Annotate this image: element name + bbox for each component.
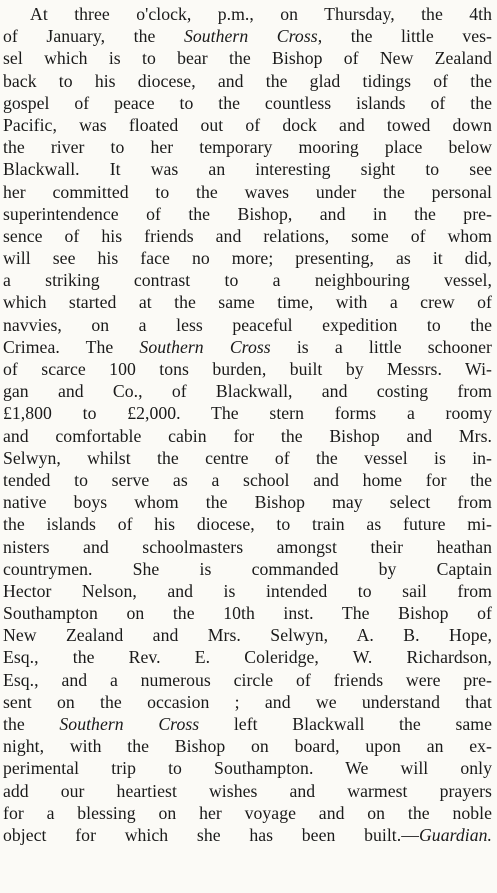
text-segment: Esq., the Rev. E. Coleridge, W. Richardson,: [3, 647, 492, 668]
text-line: [3, 447, 492, 469]
text-line: [3, 624, 492, 646]
text-line: [3, 757, 492, 779]
text-segment: Southampton on the 10th inst. The Bishop of: [3, 603, 492, 624]
italic-text-segment: Southern Cross: [183, 26, 318, 47]
text-line: [3, 247, 492, 269]
text-segment: left Blackwall the same: [199, 714, 492, 734]
text-line: [3, 491, 492, 513]
text-line: [3, 114, 492, 136]
text-line: [3, 47, 492, 69]
text-line: [3, 380, 492, 402]
text-segment: sent on the occasion ; and we understand that: [3, 691, 492, 712]
text-line: [3, 580, 492, 602]
article-text: [3, 3, 492, 846]
text-segment: navvies, on a less peaceful expedition to the: [3, 314, 492, 335]
text-segment: tended to serve as a school and home for the: [3, 469, 492, 490]
text-line: [3, 291, 492, 313]
text-line: [3, 735, 492, 757]
text-segment: superintendence of the Bishop, and in the pre-: [3, 203, 492, 224]
text-segment: Esq., and a numerous circle of friends were pre-: [3, 669, 492, 690]
text-line: [3, 336, 492, 358]
text-segment: nisters and schoolmasters amongst their heathan: [3, 536, 492, 557]
text-line: [3, 181, 492, 203]
text-segment: her committed to the waves under the personal: [3, 181, 492, 202]
text-segment: add our heartiest wishes and warmest prayers: [3, 780, 492, 801]
text-line: [3, 669, 492, 691]
text-line: [3, 225, 492, 247]
text-line: [3, 824, 492, 846]
text-segment: Selwyn, whilst the centre of the vessel is in-: [3, 447, 492, 468]
text-segment: At three o'clock, p.m., on Thursday, the 4th: [30, 4, 492, 24]
text-segment: perimental trip to Southampton. We will only: [3, 758, 492, 779]
text-segment: gospel of peace to the countless islands of the: [3, 92, 492, 113]
text-line: [3, 646, 492, 668]
text-segment: Crimea. The: [3, 336, 140, 357]
text-line: [3, 780, 492, 802]
text-segment: New Zealand and Mrs. Selwyn, A. B. Hope,: [3, 625, 492, 646]
italic-text-segment: Guardian.: [418, 824, 492, 845]
text-line: [3, 70, 492, 92]
text-line: [3, 713, 492, 735]
text-segment: object for which she has been built.—: [3, 824, 419, 845]
italic-text-segment: Southern Cross: [59, 714, 200, 734]
text-segment: of scarce 100 tons burden, built by Messrs. Wi-: [3, 359, 492, 379]
text-line: [3, 602, 492, 624]
text-segment: back to his diocese, and the glad tidings of the: [3, 70, 492, 91]
text-line: [3, 158, 492, 180]
text-line: [3, 558, 492, 580]
text-line: [3, 513, 492, 535]
text-segment: is a little schooner: [270, 336, 492, 357]
text-line: [3, 358, 492, 380]
text-line: [3, 314, 492, 336]
text-segment: night, with the Bishop on board, upon an ex-: [3, 736, 492, 757]
text-line: [3, 802, 492, 824]
text-segment: of January, the: [3, 26, 184, 47]
italic-text-segment: Southern Cross: [139, 336, 271, 357]
text-line: [3, 25, 492, 47]
text-segment: gan and Co., of Blackwall, and costing from: [3, 381, 492, 402]
text-segment: will see his face no more; presenting, as it did,: [3, 248, 492, 269]
text-segment: the: [3, 714, 60, 734]
text-segment: sence of his friends and relations, some of whom: [3, 225, 492, 246]
text-segment: , the little ves-: [317, 26, 492, 47]
text-segment: £1,800 to £2,000. The stern forms a roomy: [3, 403, 492, 424]
text-line: [3, 691, 492, 713]
text-line: [3, 203, 492, 225]
text-segment: and comfortable cabin for the Bishop and Mrs.: [3, 425, 492, 446]
text-line: [3, 3, 492, 25]
text-segment: Hector Nelson, and is intended to sail from: [3, 580, 492, 601]
text-segment: Blackwall. It was an interesting sight to see: [3, 159, 492, 180]
text-line: [3, 469, 492, 491]
text-line: [3, 136, 492, 158]
text-segment: for a blessing on her voyage and on the noble: [3, 802, 492, 823]
text-segment: Pacific, was floated out of dock and towed down: [3, 114, 492, 135]
text-segment: a striking contrast to a neighbouring vessel,: [3, 270, 492, 291]
text-segment: which started at the same time, with a crew of: [3, 292, 492, 313]
text-line: [3, 269, 492, 291]
text-line: [3, 536, 492, 558]
text-segment: native boys whom the Bishop may select from: [3, 492, 492, 513]
text-segment: the islands of his diocese, to train as future mi-: [3, 514, 492, 535]
text-segment: sel which is to bear the Bishop of New Zealand: [3, 48, 492, 69]
text-segment: the river to her temporary mooring place below: [3, 137, 492, 158]
text-line: [3, 402, 492, 424]
text-line: [3, 425, 492, 447]
text-segment: countrymen. She is commanded by Captain: [3, 558, 492, 579]
text-line: [3, 92, 492, 114]
